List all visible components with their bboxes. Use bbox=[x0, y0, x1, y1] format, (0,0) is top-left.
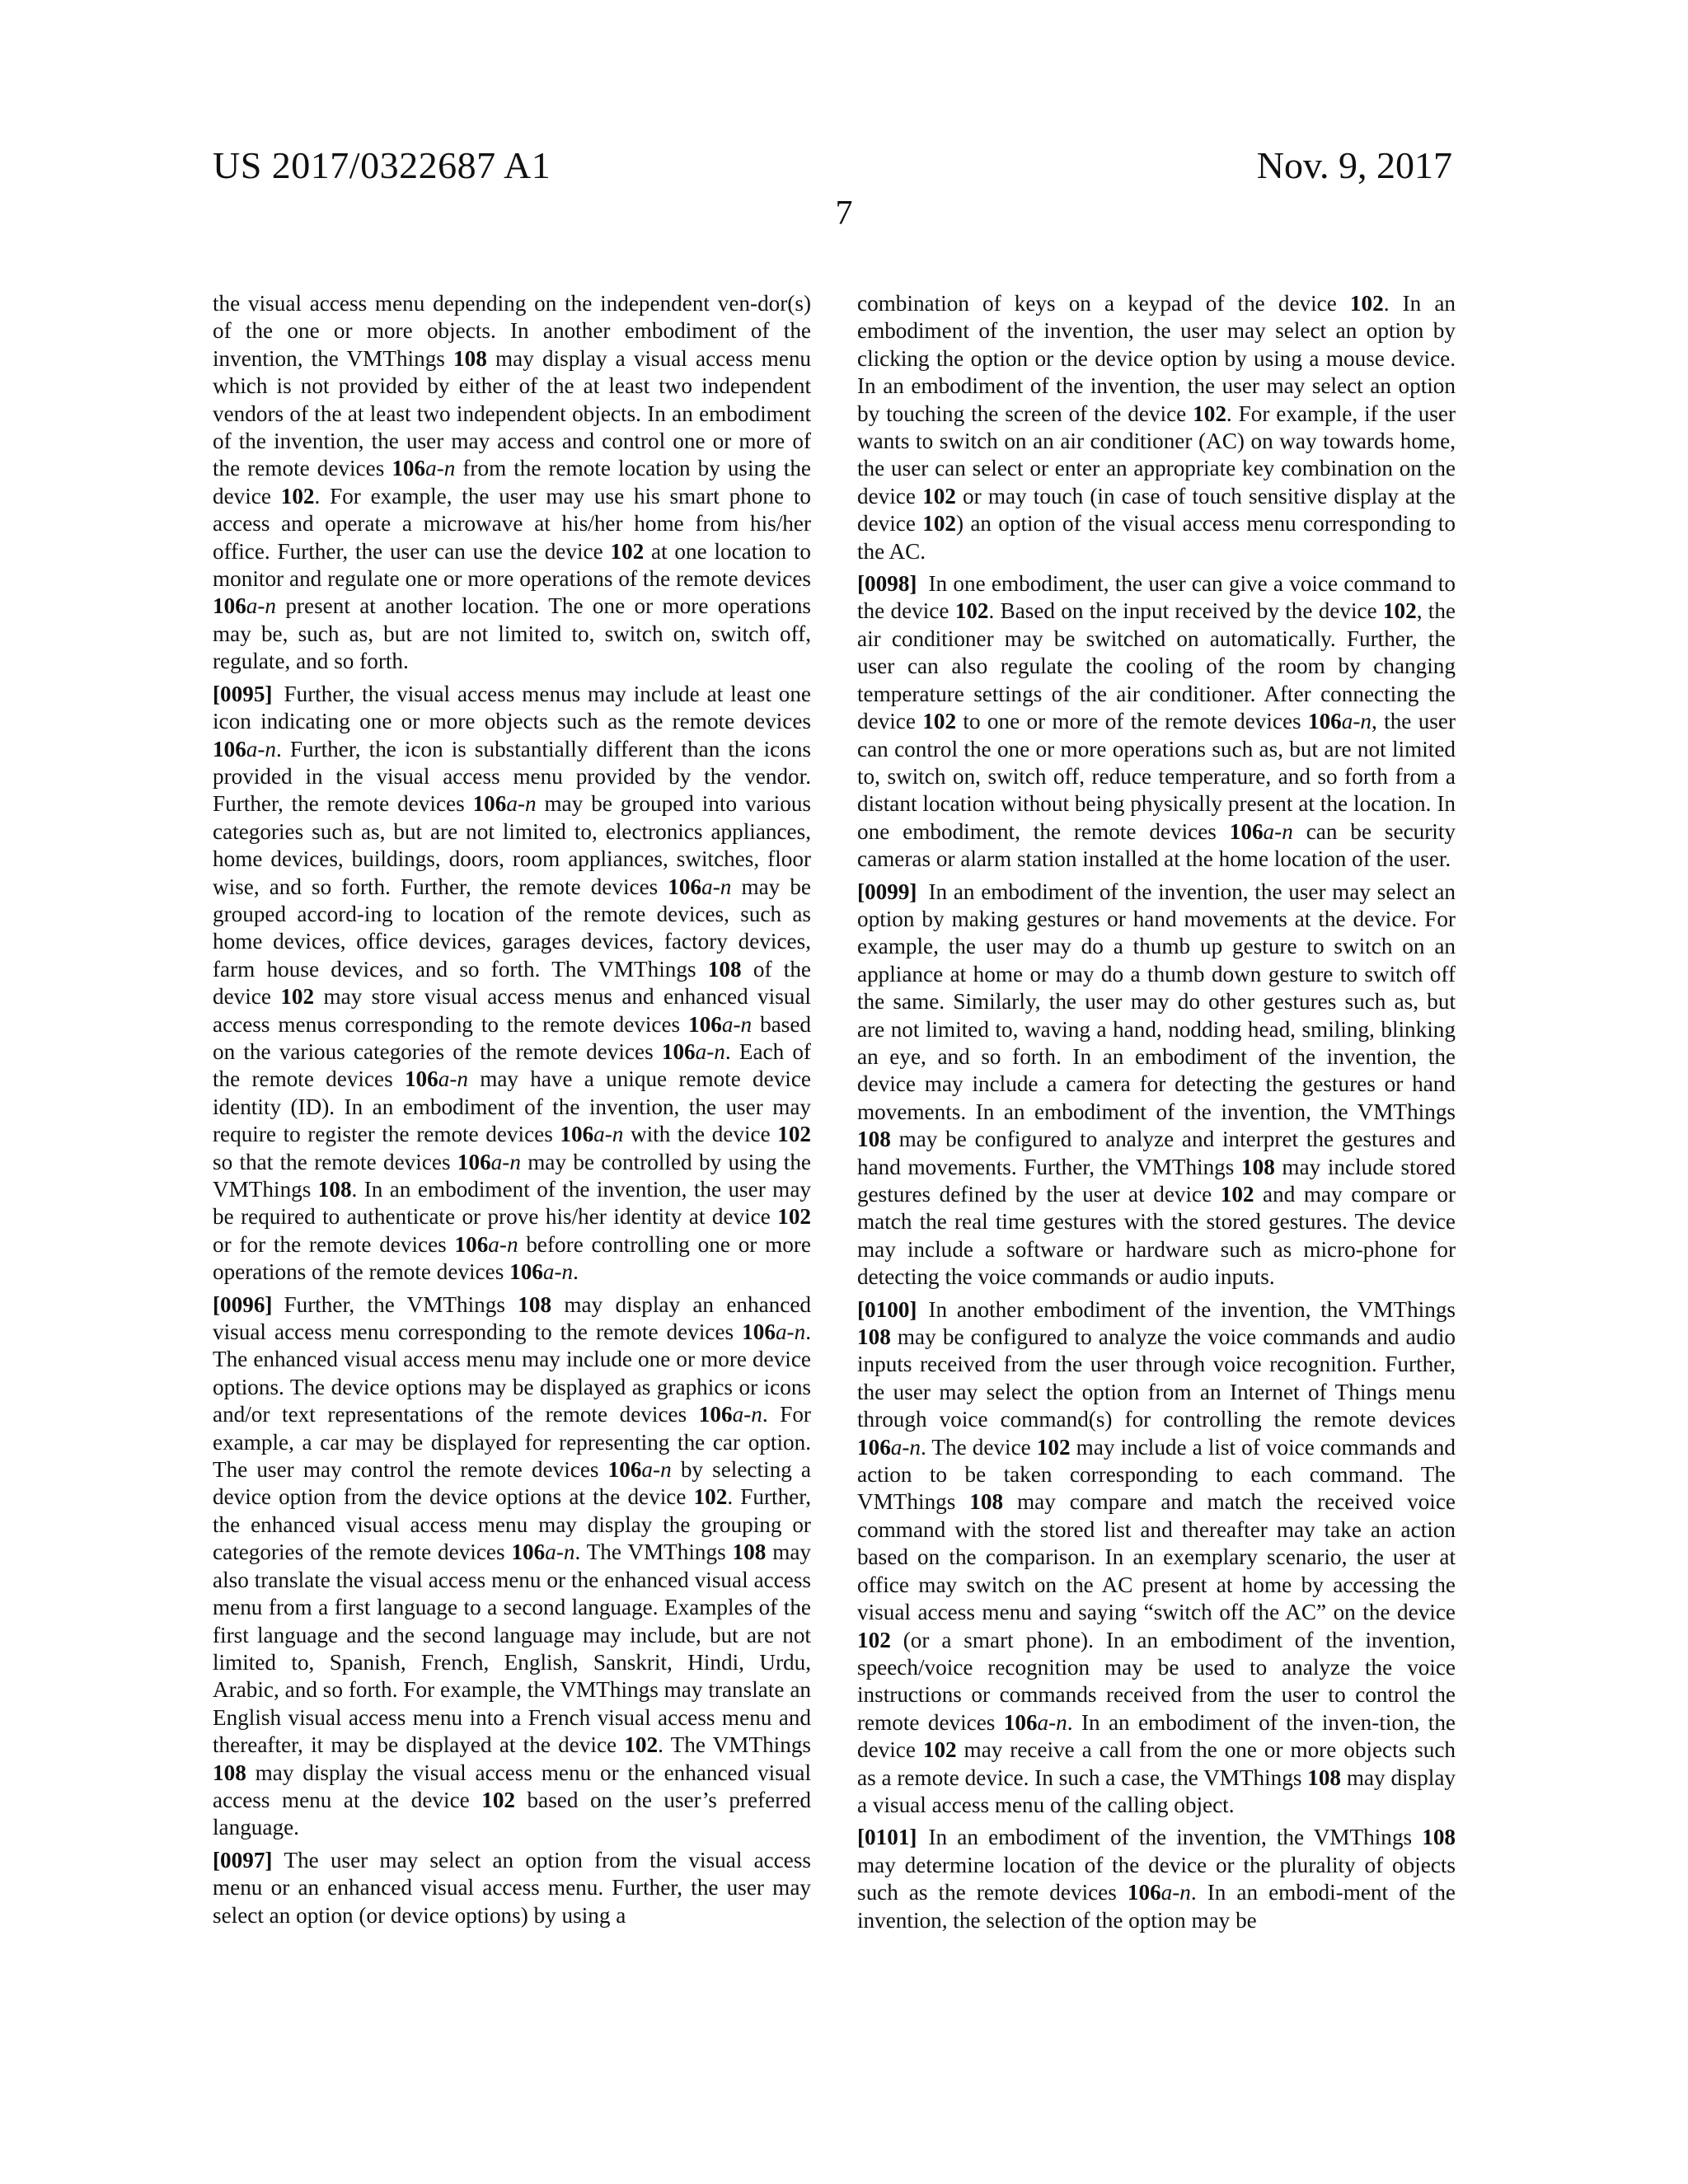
paragraph-number: [0099] bbox=[857, 879, 917, 904]
page-number: 7 bbox=[835, 194, 853, 232]
paragraph bbox=[213, 1291, 811, 1842]
paragraph-text: combination of keys on a keypad of the device 102. In an embodiment of the invention, the user may select an option by clicking the option or the device option by using a mouse device. In an embodiment of the invention, the user may select an option by touching the screen of the device 102. For example, if the user wants to switch on an air conditioner (AC) on way towards home, the user can select or enter an appropriate key combination on the device 102 or may touch (in case of touch sensitive display at the device 102) an option of the visual access menu corresponding to the AC. bbox=[857, 291, 1456, 564]
paragraph-text: In an embodiment of the invention, the user may select an option by making gestures or hand movements at the device. For example, the user may do a thumb up gesture to switch on an appliance at home or may do a thumb down gesture to switch off the same. Similarly, the user may do other gestures such as, but are not limited to, waving a hand, nodding head, smiling, blinking an eye, and so forth. In an embodiment of the invention, the device may include a camera for detecting the gestures or hand movements. In an embodiment of the invention, the VMThings 108 may be configured to analyze and interpret the gestures and hand movements. Further, the VMThings 108 may include stored gestures defined by the user at device 102 and may compare or match the real time gestures with the stored gestures. The device may include a software or hardware such as micro-phone for detecting the voice commands or audio inputs. bbox=[857, 879, 1456, 1290]
paragraph-number: [0095] bbox=[213, 681, 273, 706]
paragraph-text: In an embodiment of the invention, the VMThings 108 may determine location of the device or the plurality of objects such as the remote devices 106a-n. In an embodi-ment of the invention, the selection of the option may be bbox=[857, 1825, 1456, 1933]
paragraph bbox=[213, 290, 811, 676]
left-text-column bbox=[213, 290, 811, 1934]
paragraph-text: the visual access menu depending on the independent ven-dor(s) of the one or more objects. In another embodiment of the invention, the VMThings 108 may display a visual access menu which is not provided by either of the at least two independent vendors of the at least two independent objects. In an embodiment of the invention, the user may access and control one or more of the remote devices 106a-n from the remote location by using the device 102. For example, the user may use his smart phone to access and operate a microwave at his/her home from his/her office. Further, the user can use the device 102 at one location to monitor and regulate one or more operations of the remote devices 106a-n present at another location. The one or more operations may be, such as, but are not limited to, switch on, switch off, regulate, and so forth. bbox=[213, 291, 812, 674]
paragraph bbox=[857, 879, 1456, 1291]
paragraph-number: [0100] bbox=[857, 1296, 917, 1322]
paragraph-text: In one embodiment, the user can give a voice command to the device 102. Based on the input received by the device 102, the air conditioner may be switched on automatically. Further, the user can also regulate the cooling of the room by changing temperature settings of the air conditioner. After connecting the device 102 to one or more of the remote devices 106a-n, the user can control the one or more operations such as, but are not limited to, switch on, switch off, reduce temperature, and so forth from a distant location without being physically present at the location. In one embodiment, the remote devices 106a-n can be security cameras or alarm station installed at the home location of the user. bbox=[857, 571, 1456, 872]
paragraph-number: [0101] bbox=[857, 1825, 917, 1850]
paragraph-number: [0097] bbox=[213, 1847, 273, 1872]
paragraph bbox=[213, 681, 811, 1286]
publication-number: US 2017/0322687 A1 bbox=[213, 144, 551, 186]
paragraph-text: The user may select an option from the visual access menu or an enhanced visual access menu. Further, the user may select an option (or device options) by using a bbox=[213, 1847, 811, 1928]
publication-date: Nov. 9, 2017 bbox=[1256, 144, 1452, 186]
paragraph-text: Further, the visual access menus may include at least one icon indicating one or more objects such as the remote devices 106a-n. Further, the icon is substantially different than the icons provided in the visual access menu provided by the vendor. Further, the remote devices 106a-n may be grouped into various categories such as, but are not limited to, electronics appliances, home devices, buildings, doors, room appliances, switches, floor wise, and so forth. Further, the remote devices 106a-n may be grouped accord-ing to location of the remote devices, such as home devices, office devices, garages devices, factory devices, farm house devices, and so forth. The VMThings 108 of the device 102 may store visual access menus and enhanced visual access menus corresponding to the remote devices 106a-n based on the various categories of the remote devices 106a-n. Each of the remote devices 106a-n may have a unique remote device identity (ID). In an embodiment of the invention, the user may require to register the remote devices 106a-n with the device 102 so that the remote devices 106a-n may be controlled by using the VMThings 108. In an embodiment of the invention, the user may be required to authenticate or prove his/her identity at device 102 or for the remote devices 106a-n before controlling one or more operations of the remote devices 106a-n. bbox=[213, 681, 812, 1285]
paragraph bbox=[857, 1824, 1456, 1934]
paragraph-number: [0098] bbox=[857, 571, 917, 597]
paragraph-text: In another embodiment of the invention, the VMThings 108 may be configured to analyze the voice commands and audio inputs received from the user through voice recognition. Further, the user may select the option from an Internet of Things menu through voice command(s) for controlling the remote devices 106a-n. The device 102 may include a list of voice commands and action to be taken corresponding to each command. The VMThings 108 may compare and match the received voice command with the stored list and thereafter may take an action based on the comparison. In an exemplary scenario, the user at office may switch on the AC present at home by accessing the visual access menu and saying “switch off the AC” on the device 102 (or a smart phone). In an embodiment of the invention, speech/voice recognition may be used to analyze the voice instructions or commands received from the user to control the remote devices 106a-n. In an embodiment of the inven-tion, the device 102 may receive a call from the one or more objects such as a remote device. In such a case, the VMThings 108 may display a visual access menu of the calling object. bbox=[857, 1296, 1456, 1817]
paragraph bbox=[857, 290, 1456, 565]
paragraph bbox=[857, 1296, 1456, 1820]
paragraph-number: [0096] bbox=[213, 1291, 273, 1317]
right-text-column bbox=[857, 290, 1456, 1939]
paragraph bbox=[857, 570, 1456, 873]
paragraph bbox=[213, 1847, 811, 1929]
paragraph-text: Further, the VMThings 108 may display an enhanced visual access menu corresponding to the remote devices 106a-n. The enhanced visual access menu may include one or more device options. The device options may be displayed as graphics or icons and/or text representations of the remote devices 106a-n. For example, a car may be displayed for representing the car option. The user may control the remote devices 106a-n by selecting a device option from the device options at the device 102. Further, the enhanced visual access menu may display the grouping or categories of the remote devices 106a-n. The VMThings 108 may also translate the visual access menu or the enhanced visual access menu from a first language to a second language. Examples of the first language and the second language may include, but are not limited to, Spanish, French, English, Sanskrit, Hindi, Urdu, Arabic, and so forth. For example, the VMThings may translate an English visual access menu into a French visual access menu and thereafter, it may be displayed at the device 102. The VMThings 108 may display the visual access menu or the enhanced visual access menu at the device 102 based on the user’s preferred language. bbox=[213, 1291, 812, 1840]
